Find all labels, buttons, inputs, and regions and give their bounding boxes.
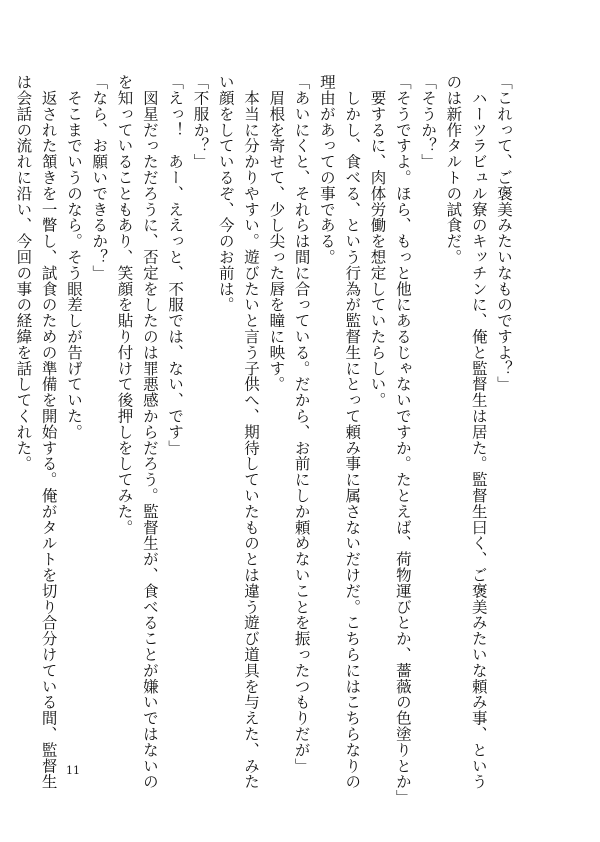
text-line: のは新作タルトの試食だ。 <box>444 74 463 265</box>
text-line: 返された頷きを一瞥し、試食のための準備を開始する。俺がタルトを切り合分けている間、監督生 <box>39 74 58 790</box>
text-line: 「これって、ご褒美みたいなものですよ？」 <box>495 74 513 392</box>
text-line: 「えっ！ あー、ええっと、不服では、ない、です」 <box>166 74 185 456</box>
text-line: ハーツラビュル寮のキッチンに、俺と監督生は居た。監督生曰く、ご褒美みたいな頼み事、という <box>469 74 488 790</box>
text-line: 図星だっただろうに、否定をしたのは罪悪感からだろう。監督生が、食べることが嫌いではないの <box>140 74 159 790</box>
text-line: 「そうか？」 <box>419 74 438 170</box>
page-number: 11 <box>66 764 80 777</box>
text-line: を知っていることもあり、笑顔を貼り付けて後押しをしてみた。 <box>115 74 134 536</box>
text-line: 要するに、肉体労働を想定していたらしい。 <box>368 74 387 408</box>
text-line: 「そうですよ。ほら、もっと他にあるじゃないですか。たとえば、荷物運びとか、薔薇の色塗りとか」 <box>393 74 412 806</box>
text-line: そこまでいうのなら。そう眼差しが告げていた。 <box>64 74 83 440</box>
text-line: 「不服か？」 <box>191 74 210 170</box>
text-line: 理由があっての事である。 <box>317 74 336 265</box>
text-line: 本当に分かりやすい。遊びたいと言う子供へ、期待していたものとは違う遊び道具を与えた、みた <box>242 74 261 790</box>
text-line: 「あいにくと、それらは間に合っている。だから、お前にしか頼めないことを振ったつもりだが」 <box>292 74 311 774</box>
text-line: しかし、食べる、という行為が監督生にとって頼み事に属さないだけだ。こちらにはこちらなりの <box>343 74 362 790</box>
text-line: は会話の流れに沿い、今回の事の経緯を話してくれた。 <box>14 74 33 472</box>
text-line: い顔をしているぞ、今のお前は。 <box>216 74 235 313</box>
text-line: 「なら、お願いできるか？」 <box>90 74 109 281</box>
text-line: 眉根を寄せて、少し尖った唇を瞳に映す。 <box>267 74 286 392</box>
